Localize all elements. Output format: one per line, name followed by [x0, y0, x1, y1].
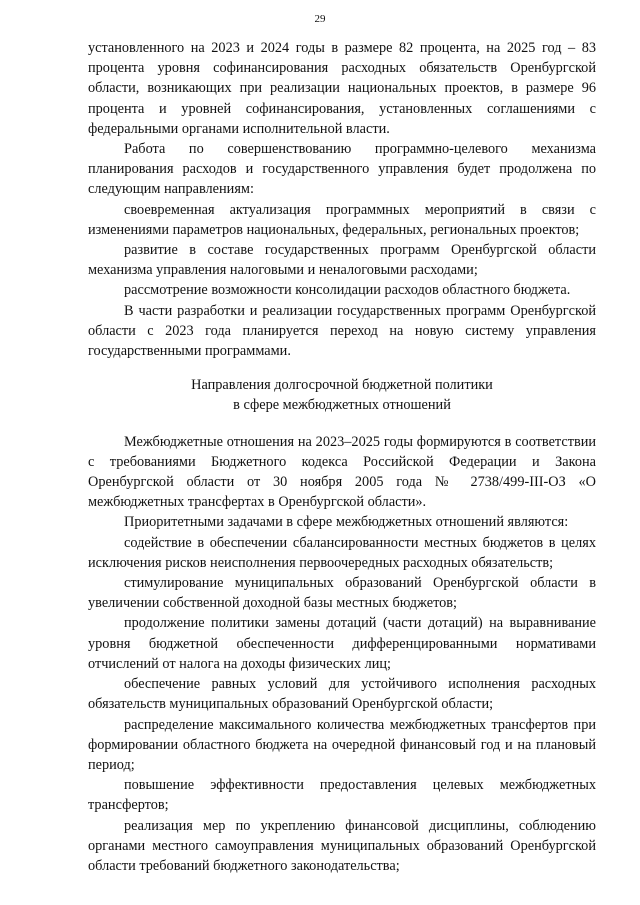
paragraph: Межбюджетные отношения на 2023–2025 годы формируются в соответствии с требованиями Бюджетного кодекса Российской Федерации и Закона Оренбургской области от 30 ноября 2005 года № 2738/499-III-ОЗ «О межбюджетных трансфертах в Оренбургской области».: [88, 433, 596, 511]
list-item: распределение максимального количества межбюджетных трансфертов при формировании областного бюджета на очередной финансовый год и на плановый период;: [88, 716, 596, 773]
section-heading: [88, 375, 596, 415]
list-item: стимулирование муниципальных образований Оренбургской области в увеличении собственной доходной базы местных бюджетов;: [88, 575, 596, 612]
document-body: [88, 38, 596, 876]
section-heading-line-1: Направления долгосрочной бюджетной политики: [191, 377, 493, 394]
list-item: развитие в составе государственных программ Оренбургской области механизма управления налоговыми и неналоговыми расходами;: [88, 242, 596, 279]
section-heading-line-2: в сфере межбюджетных отношений: [233, 397, 451, 414]
paragraph: установленного на 2023 и 2024 годы в размере 82 процента, на 2025 год – 83 процента уровня софинансирования расходных обязательств Оренбургской области, возникающих при реализации национальных проектов, в размере 96 процента и уровней софинансирования, установленных соглашениями с федеральными органами исполнительной власти.: [88, 40, 596, 137]
list-item: повышение эффективности предоставления целевых межбюджетных трансфертов;: [88, 777, 596, 814]
paragraph: Приоритетными задачами в сфере межбюджетных отношений являются:: [124, 514, 569, 531]
list-item: своевременная актуализация программных мероприятий в связи с изменениями параметров национальных, федеральных, региональных проектов;: [88, 201, 596, 238]
page-number: 29: [314, 13, 326, 25]
intro-block: [88, 38, 596, 361]
paragraph: Работа по совершенствованию программно-целевого механизма планирования расходов и государственного управления будет продолжена по следующим направлениям:: [88, 141, 596, 198]
list-item: рассмотрение возможности консолидации расходов областного бюджета.: [124, 282, 571, 299]
list-item: содействие в обеспечении сбалансированности местных бюджетов в целях исключения рисков неисполнения первоочередных расходных обязательств;: [88, 534, 596, 571]
section-block: [88, 432, 596, 876]
list-item: обеспечение равных условий для устойчивого исполнения расходных обязательств муниципальных образований Оренбургской области;: [88, 676, 596, 713]
list-item: продолжение политики замены дотаций (части дотаций) на выравнивание уровня бюджетной обеспеченности дифференцированными нормативами отчислений от налога на доходы физических лиц;: [88, 615, 596, 672]
paragraph: В части разработки и реализации государственных программ Оренбургской области с 2023 года планируется переход на новую систему управления государственными программами.: [88, 302, 596, 360]
list-item: реализация мер по укреплению финансовой дисциплины, соблюдению органами местного самоуправления муниципальных образований Оренбургской области требований бюджетного законодательства;: [88, 817, 596, 874]
